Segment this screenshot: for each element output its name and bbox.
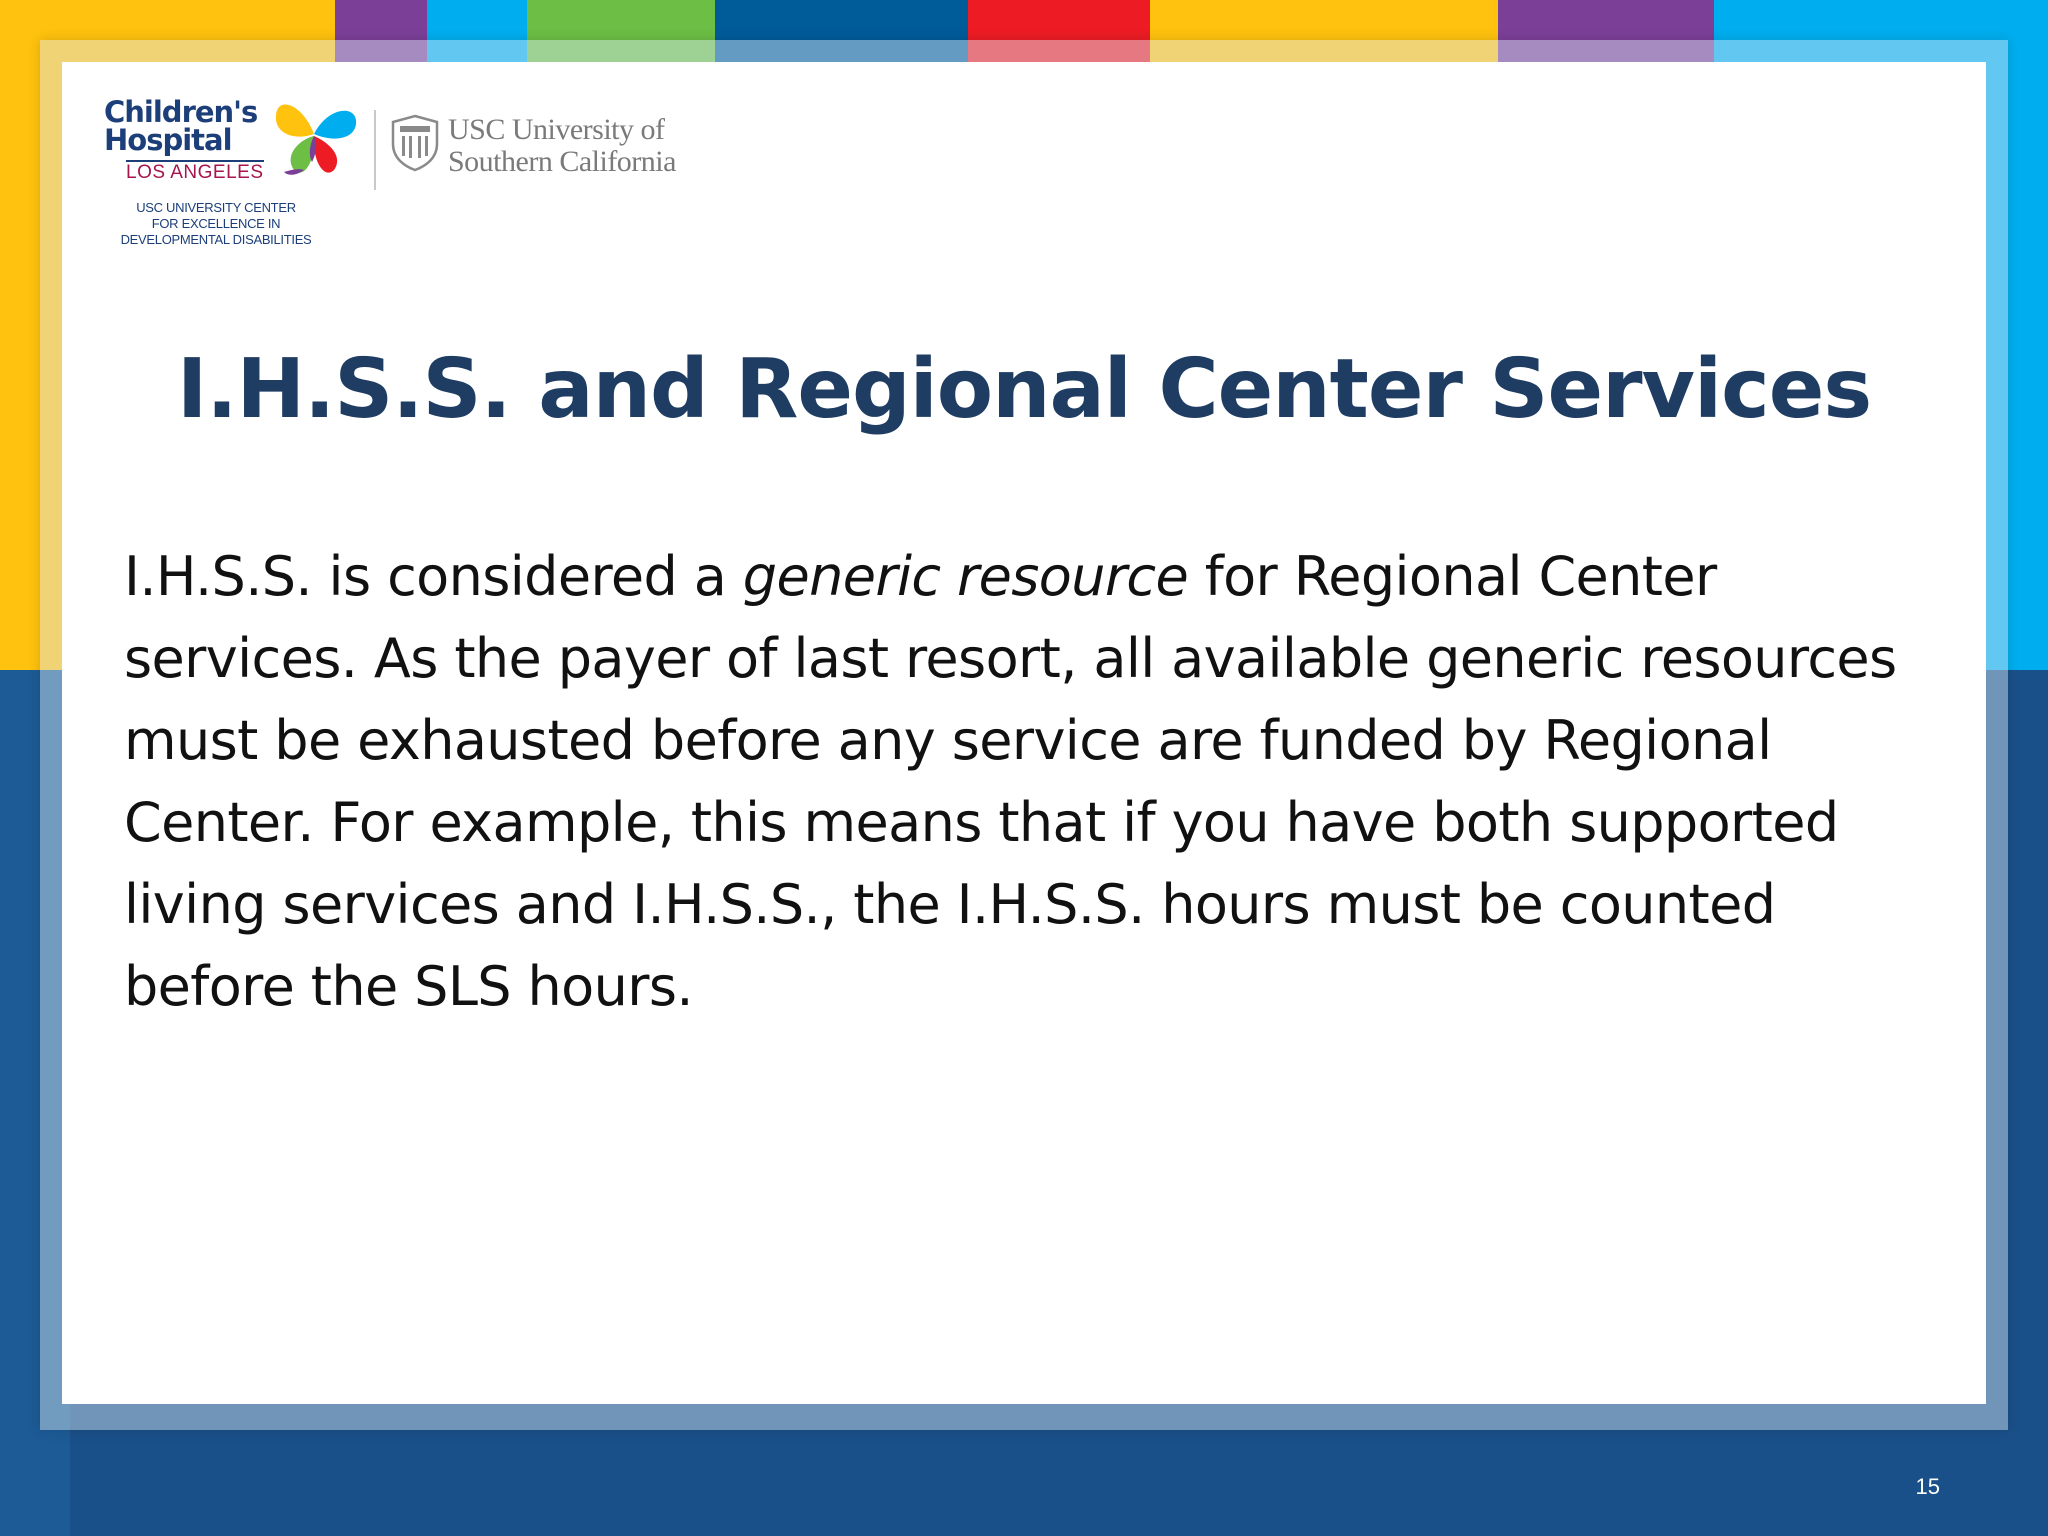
chla-name-line1: Children's [104, 95, 258, 129]
slide-title: I.H.S.S. and Regional Center Services [176, 342, 1872, 437]
chla-logo-text [104, 95, 258, 157]
ucedd-line1: USC UNIVERSITY CENTER [136, 200, 296, 215]
chla-city-label: LOS ANGELES [126, 162, 264, 183]
slide-body [124, 536, 1944, 1028]
body-rest: for Regional Center services. As the payer of last resort, all available generic resources must be exhausted before any service are funded by Regional Center. For example, this means that if you have both supported living services and I.H.S.S., the I.H.S.S. hours must be counted before the SLS hours. [124, 545, 1897, 1018]
ucedd-line3: DEVELOPMENTAL DISABILITIES [120, 232, 312, 247]
page-number: 15 [1915, 1474, 1940, 1499]
logo-divider [374, 110, 376, 190]
header-logos [104, 84, 704, 264]
usc-seal-icon [390, 114, 440, 172]
usc-wordmark-line1: USC University of [448, 113, 665, 146]
butterfly-icon [266, 84, 362, 184]
body-emphasis: generic resource [742, 545, 1189, 608]
ucedd-line2: FOR EXCELLENCE IN [151, 216, 281, 231]
ucedd-label [106, 200, 326, 248]
usc-wordmark-line2: Southern California [448, 145, 676, 178]
body-intro: I.H.S.S. is considered a [124, 545, 743, 608]
usc-wordmark [448, 114, 676, 178]
chla-name-line2: Hospital [104, 123, 232, 157]
